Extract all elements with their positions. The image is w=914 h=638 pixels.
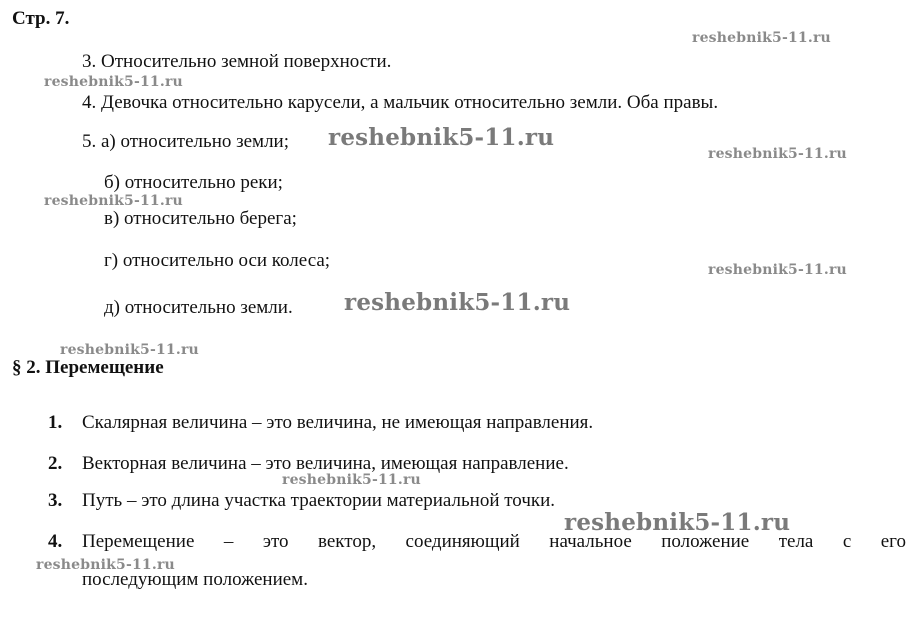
- watermark: reshebnik5-11.ru: [60, 342, 199, 358]
- list-item-number-label: 4.: [48, 531, 63, 552]
- answer-3: 3. Относительно земной поверхности.: [82, 51, 392, 72]
- list-item-number: 3.: [48, 490, 63, 511]
- list-item: [48, 412, 593, 434]
- answer-4: 4. Девочка относительно карусели, а мальчик относительно земли. Оба правы.: [82, 92, 719, 113]
- list-item: [48, 490, 555, 512]
- list-item-text: Путь – это длина участка траектории материальной точки.: [82, 490, 556, 511]
- list-item-number: [48, 531, 62, 553]
- list-item-text-line2: последующим положением.: [82, 569, 308, 590]
- answer-5d: д) относительно земли.: [104, 297, 293, 318]
- watermark: reshebnik5-11.ru: [344, 289, 571, 316]
- watermark: reshebnik5-11.ru: [44, 193, 183, 209]
- watermark: reshebnik5-11.ru: [44, 74, 183, 90]
- page-header: Стр. 7.: [12, 8, 70, 29]
- section-title: § 2. Перемещение: [12, 357, 164, 378]
- watermark: reshebnik5-11.ru: [36, 557, 175, 573]
- watermark: reshebnik5-11.ru: [708, 262, 847, 278]
- answer-5b: б) относительно реки;: [104, 172, 283, 193]
- watermark: reshebnik5-11.ru: [708, 146, 847, 162]
- list-item-text: Скалярная величина – это величина, не имеющая направления.: [82, 412, 594, 433]
- watermark: reshebnik5-11.ru: [564, 509, 791, 536]
- answer-5a: 5. а) относительно земли;: [82, 131, 289, 152]
- watermark: reshebnik5-11.ru: [692, 30, 831, 46]
- list-item-number: 2.: [48, 453, 63, 474]
- watermark: reshebnik5-11.ru: [328, 124, 555, 151]
- answer-5v: в) относительно берега;: [104, 208, 297, 229]
- watermark: reshebnik5-11.ru: [282, 472, 421, 488]
- list-item-text-line1: Перемещение – это вектор, соединяющий начальное положение тела с его: [82, 531, 906, 552]
- list-item-number: 1.: [48, 412, 63, 433]
- answer-5g: г) относительно оси колеса;: [104, 250, 331, 271]
- list-item-text: Векторная величина – это величина, имеющая направление.: [82, 453, 569, 474]
